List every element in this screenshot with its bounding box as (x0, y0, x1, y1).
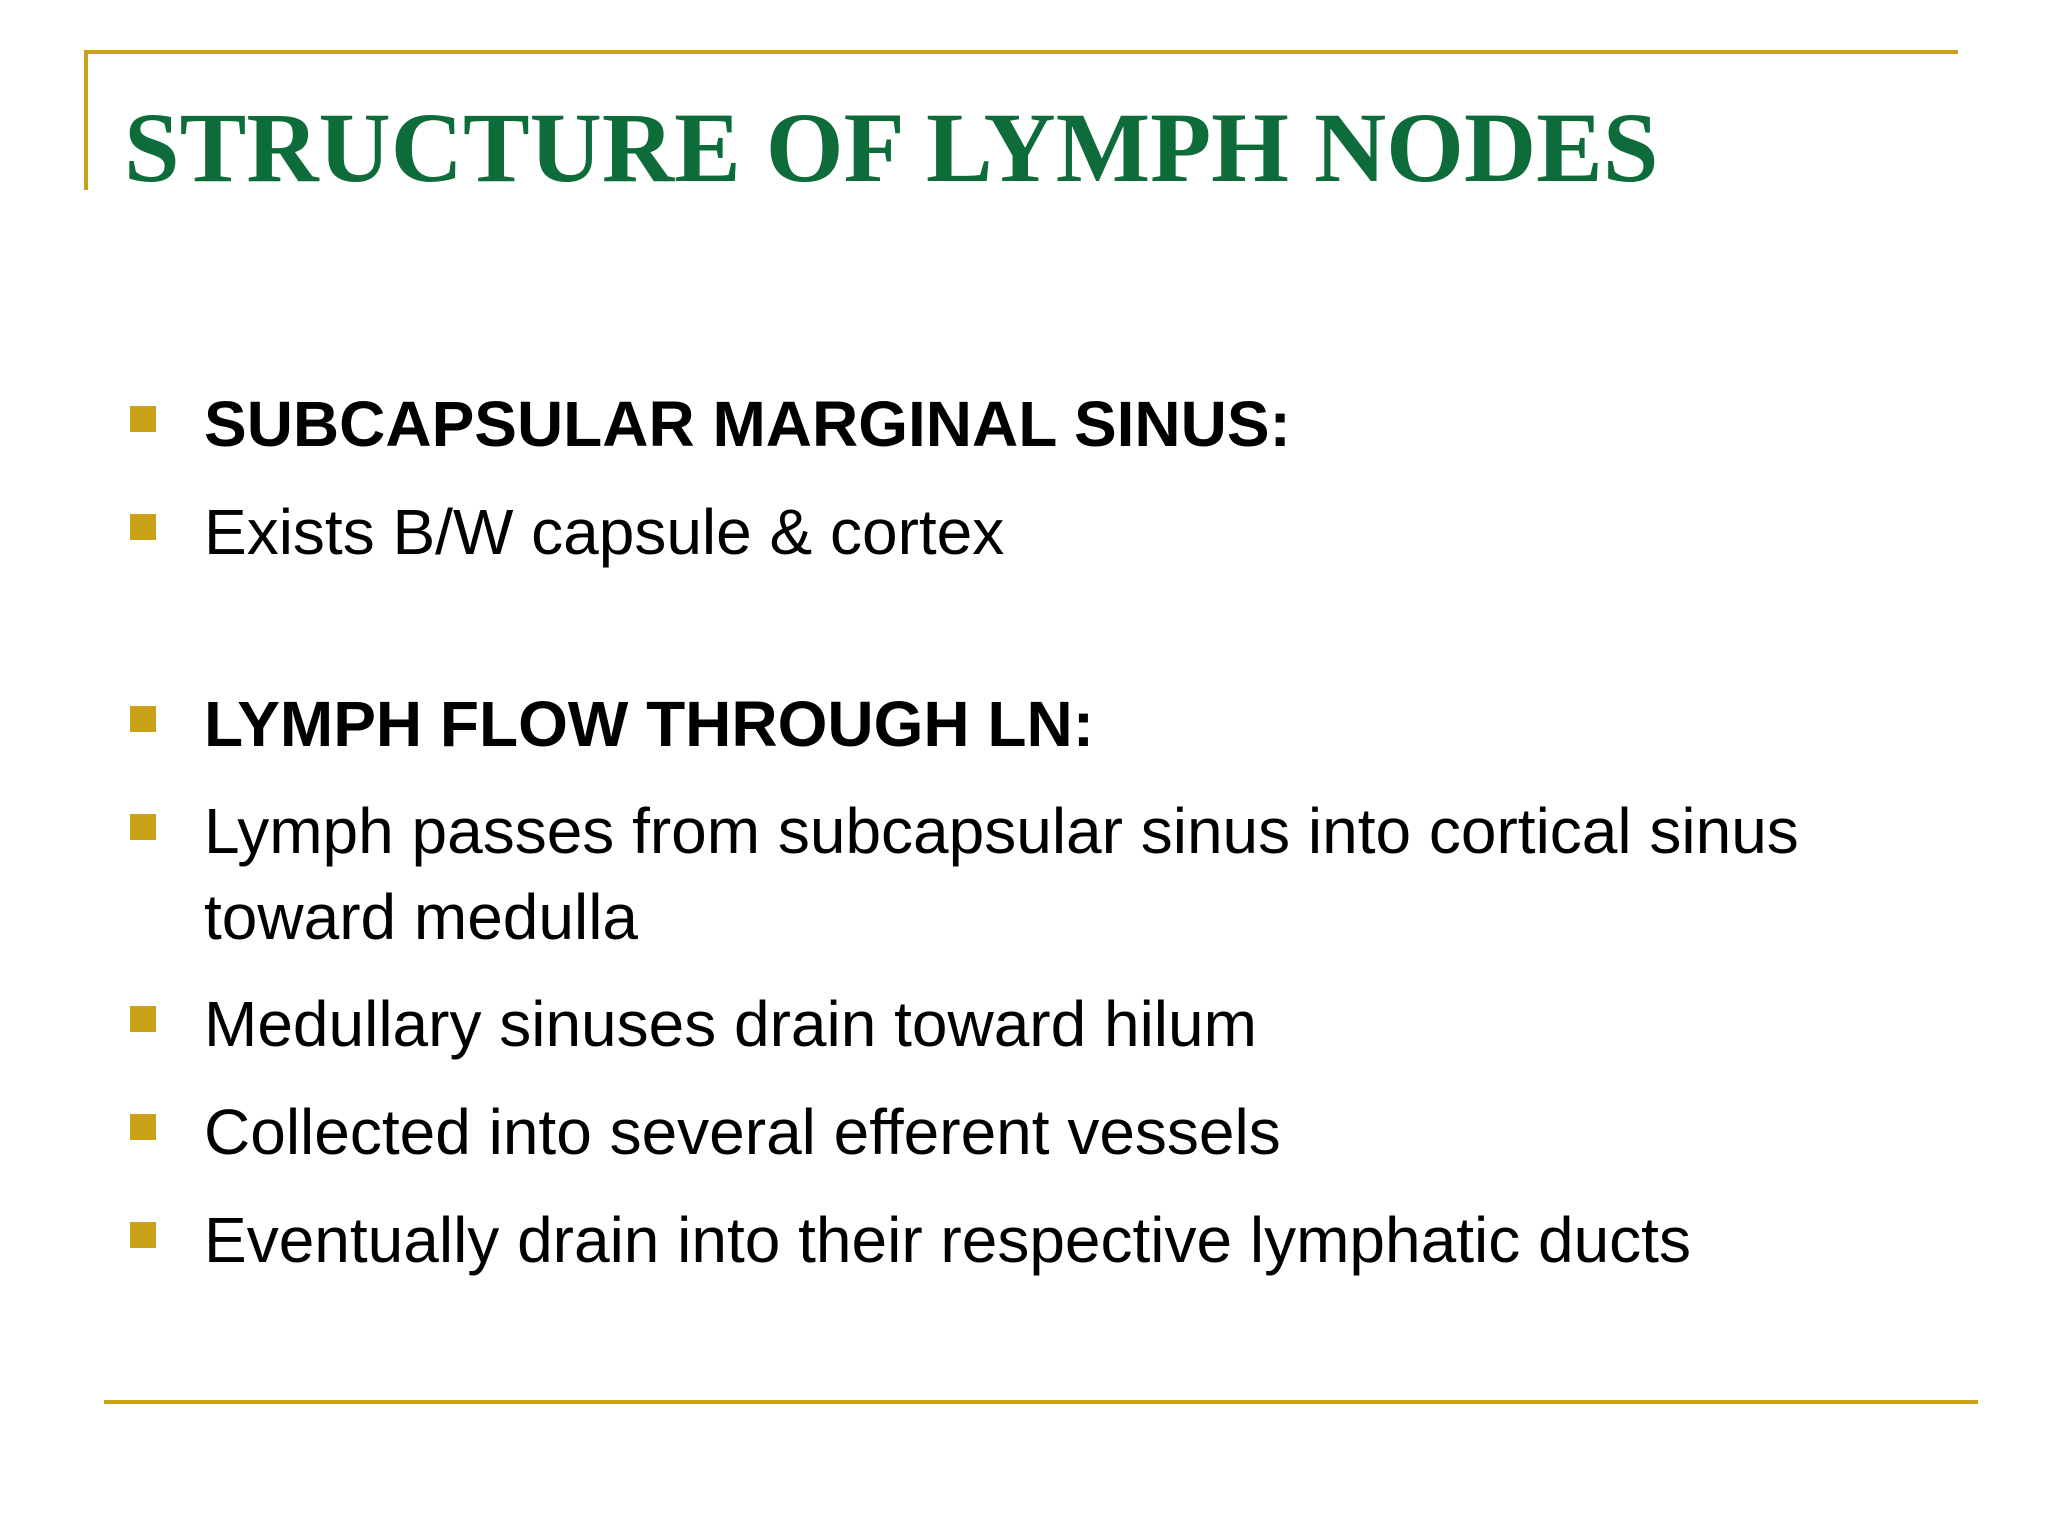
bottom-accent-rule (104, 1400, 1978, 1404)
bullet-text: LYMPH FLOW THROUGH LN: (204, 688, 1094, 760)
bullet-item (124, 1196, 1964, 1284)
left-accent-rule (84, 50, 88, 190)
bullet-text: SUBCAPSULAR MARGINAL SINUS: (204, 388, 1291, 460)
bullet-text: Medullary sinuses drain toward hilum (204, 988, 1257, 1060)
slide-title: STRUCTURE OF LYMPH NODES (124, 92, 1659, 203)
bullet-text: Lymph passes from subcapsular sinus into cortical sinus toward medulla (204, 795, 1799, 953)
bullet-item (124, 1088, 1964, 1176)
bullet-item (124, 680, 1964, 768)
square-bullet-icon (130, 406, 156, 432)
square-bullet-icon (130, 1114, 156, 1140)
bullet-item (124, 488, 1964, 576)
bullet-text: Eventually drain into their respective lymphatic ducts (204, 1204, 1691, 1276)
square-bullet-icon (130, 514, 156, 540)
square-bullet-icon (130, 814, 156, 840)
bullet-item (124, 788, 1964, 960)
bullet-text: Exists B/W capsule & cortex (204, 496, 1005, 568)
bullet-item (124, 380, 1964, 468)
bullet-item (124, 980, 1964, 1068)
bullet-text: Collected into several efferent vessels (204, 1096, 1281, 1168)
bullet-list (124, 380, 1964, 1304)
square-bullet-icon (130, 706, 156, 732)
top-accent-rule (84, 50, 1958, 54)
square-bullet-icon (130, 1006, 156, 1032)
square-bullet-icon (130, 1222, 156, 1248)
